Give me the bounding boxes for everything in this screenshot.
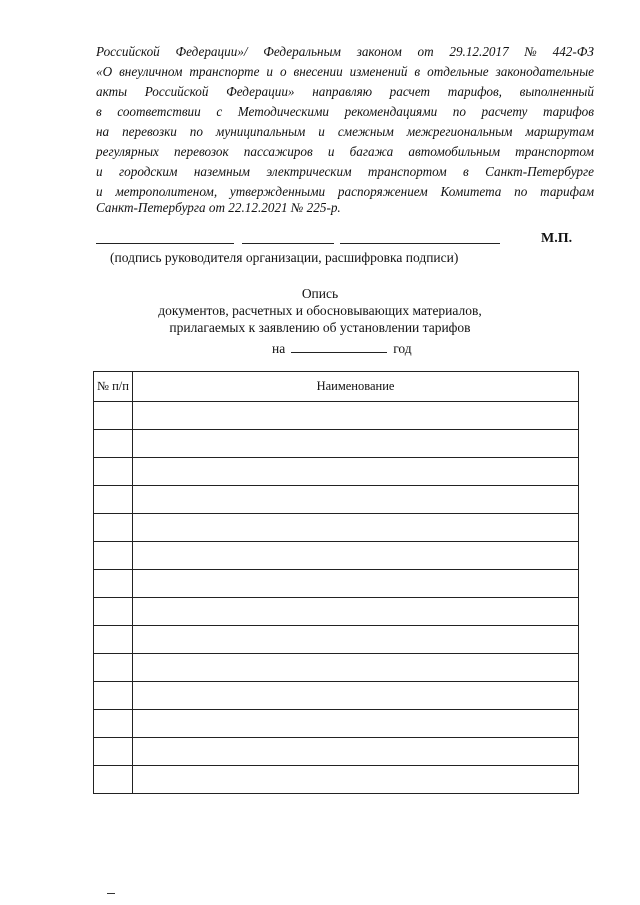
intro-line [96,64,594,80]
intro-line [96,44,594,60]
intro-line [96,164,594,180]
row-name-cell [133,570,579,598]
row-name-cell [133,738,579,766]
row-number-cell [94,598,133,626]
row-name-cell [133,654,579,682]
row-name-cell [133,542,579,570]
row-name-cell [133,598,579,626]
intro-word: Федерации»/ [175,44,248,59]
intro-word: пассажиров [243,144,313,159]
intro-line [96,144,594,160]
table-row [94,654,579,682]
row-number-cell [94,738,133,766]
intro-word: в [463,164,469,179]
row-name-cell [133,458,579,486]
intro-word: о [279,64,287,79]
signature-line [96,243,234,244]
table-row [94,626,579,654]
intro-word: перевозки [122,124,177,139]
intro-word: городским [118,164,178,179]
intro-word: на [96,124,110,139]
intro-word: транспорте [189,64,260,79]
intro-line [96,184,594,200]
inventory-title: Опись [301,286,339,301]
intro-word: и [96,184,103,199]
intro-word: тарифов [542,104,594,119]
intro-word: транспортом [367,164,447,179]
stamp-label: М.П. [541,231,573,246]
row-name-cell [133,402,579,430]
table-row [94,486,579,514]
table-row [94,598,579,626]
intro-word: выполненный [519,84,594,99]
row-number-cell [94,458,133,486]
intro-word: электрическим [266,164,352,179]
row-number-cell [94,570,133,598]
intro-word: Методическими [237,104,330,119]
table-row [94,430,579,458]
page-mark [107,893,115,894]
row-number-cell [94,682,133,710]
table-header-row [94,372,579,402]
table-row [94,682,579,710]
intro-word: расчету [481,104,528,119]
intro-word: акты [96,84,128,99]
row-number-cell [94,710,133,738]
signature-caption: (подпись руководителя организации, расшифровка подписи) [110,250,459,265]
intro-word: Санкт-Петербурга от 22.12.2021 № 225-р. [96,200,341,215]
intro-word: внеуличном [119,64,183,79]
table-row [94,542,579,570]
row-number-cell [94,626,133,654]
intro-word: Федеральным [263,44,341,59]
row-number-cell [94,766,133,794]
row-number-cell [94,402,133,430]
table-row [94,766,579,794]
intro-word: в [414,64,421,79]
table-row [94,514,579,542]
intro-word: утвержденными [229,184,326,199]
row-name-cell [133,710,579,738]
row-name-cell [133,430,579,458]
intro-word: и [327,144,335,159]
row-name-cell [133,626,579,654]
signature-line [242,243,334,244]
intro-word: регулярных [96,144,159,159]
intro-word: Федерации» [226,84,295,99]
intro-word: законодательные [495,64,594,79]
intro-word: Санкт-Петербурге [485,164,594,179]
intro-word: межрегиональным [406,124,513,139]
intro-word: направляю [312,84,373,99]
year-line [272,340,412,357]
row-name-cell [133,766,579,794]
intro-word: 442-ФЗ [552,44,594,59]
intro-word: Российской [144,84,209,99]
intro-word: тарифов, [447,84,502,99]
intro-line [96,124,594,140]
row-number-cell [94,514,133,542]
inventory-subtitle: прилагаемых к заявлению об установлении тарифов [169,320,471,335]
intro-line [96,84,594,100]
row-number-cell [94,654,133,682]
intro-word: от [417,44,434,59]
intro-word: багажа [349,144,394,159]
intro-word: № [524,44,537,59]
row-number-cell [94,486,133,514]
intro-word: распоряжением [337,184,428,199]
row-name-cell [133,514,579,542]
column-header-number: № п/п [94,372,133,402]
intro-word: муниципальным [215,124,306,139]
intro-word: по [452,104,466,119]
intro-word: изменений [349,64,408,79]
year-blank-field [291,340,387,353]
inventory-subtitle: документов, расчетных и обосновывающих материалов, [158,303,482,318]
intro-word: и [318,124,325,139]
intro-word: отдельные [427,64,489,79]
table-row [94,710,579,738]
inventory-table [93,371,579,794]
intro-word: наземным [193,164,250,179]
intro-word: Комитета [440,184,502,199]
intro-word: в [96,104,102,119]
row-number-cell [94,430,133,458]
intro-word: внесении [293,64,343,79]
intro-word: смежным [337,124,394,139]
intro-word: рекомендациями [344,104,438,119]
intro-word: транспортом [515,144,594,159]
column-header-name: Наименование [133,372,579,402]
intro-word: с [216,104,223,119]
intro-word: соответствии [117,104,201,119]
row-name-cell [133,682,579,710]
intro-word: 29.12.2017 [449,44,509,59]
intro-word: тарифам [540,184,594,199]
row-name-cell [133,486,579,514]
intro-word: «О [96,64,113,79]
table-row [94,570,579,598]
intro-word: автомобильным [408,144,501,159]
intro-word: маршрутам [525,124,594,139]
intro-word: Российской [96,44,160,59]
intro-word: по [514,184,528,199]
table-row [94,738,579,766]
intro-word: и [96,164,103,179]
intro-line [96,104,594,120]
intro-word: по [189,124,203,139]
row-number-cell [94,542,133,570]
intro-word: метрополитеном, [115,184,218,199]
signature-line [340,243,500,244]
year-suffix: год [393,341,412,356]
intro-word: законом [356,44,402,59]
intro-word: и [266,64,273,79]
intro-word: расчет [389,84,431,99]
intro-word: перевозок [174,144,229,159]
table-row [94,402,579,430]
intro-line [96,200,594,216]
table-row [94,458,579,486]
year-prefix: на [272,341,286,356]
